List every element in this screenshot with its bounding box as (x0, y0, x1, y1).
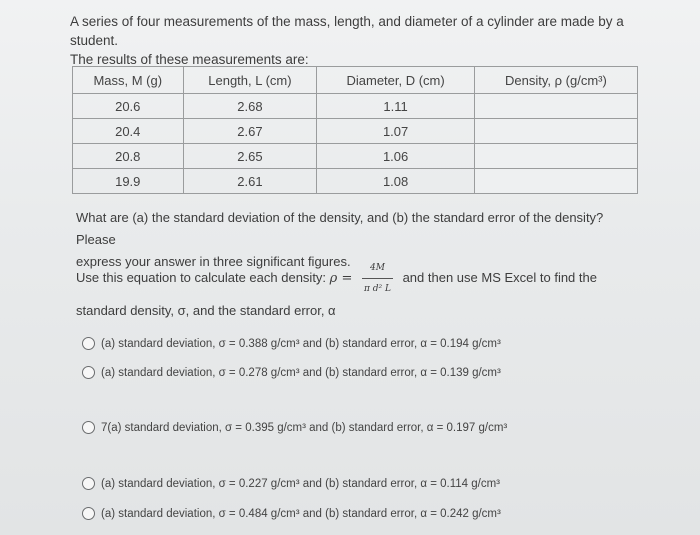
density-fraction (362, 258, 393, 299)
answer-option-5[interactable] (82, 507, 501, 520)
equation-line-2: standard density, σ, and the standard error, α (76, 303, 336, 318)
cell-density (474, 169, 637, 194)
fraction-denominator: π d² L (363, 284, 391, 294)
intro-line-1: A series of four measurements of the mass, length, and diameter of a cylinder are made by a student. (70, 14, 624, 48)
table-header-row (73, 67, 638, 94)
answer-option-2[interactable] (82, 366, 501, 379)
table-row (73, 144, 638, 169)
answer-option-1[interactable] (82, 337, 501, 350)
table-row (73, 169, 638, 194)
cell-density (474, 119, 637, 144)
header-density: Density, ρ (g/cm³) (474, 67, 637, 94)
equation-suffix: and then use MS Excel to find the (402, 269, 597, 285)
cell-density (474, 94, 637, 119)
header-diameter: Diameter, D (cm) (317, 67, 474, 94)
answer-option-4[interactable] (82, 477, 500, 490)
intro-text (70, 12, 670, 69)
cell-diameter: 1.07 (317, 119, 474, 144)
radio-button-icon[interactable] (82, 366, 95, 379)
answer-option-3[interactable] (82, 421, 507, 434)
radio-button-icon[interactable] (82, 507, 95, 520)
question-line-1: What are (a) the standard deviation of the density, and (b) the standard error of the density? Please (76, 210, 604, 247)
cell-mass: 19.9 (73, 169, 184, 194)
option-label: (a) standard deviation, σ = 0.388 g/cm³ and (b) standard error, α = 0.194 g/cm³ (101, 337, 501, 350)
option-label: 7(a) standard deviation, σ = 0.395 g/cm³ and (b) standard error, α = 0.197 g/cm³ (101, 421, 508, 434)
cell-diameter: 1.06 (317, 144, 474, 169)
option-label: (a) standard deviation, σ = 0.278 g/cm³ and (b) standard error, α = 0.139 g/cm³ (101, 366, 501, 379)
radio-button-icon[interactable] (82, 477, 95, 490)
cell-mass: 20.4 (73, 119, 184, 144)
cell-length: 2.67 (183, 119, 317, 144)
cell-mass: 20.6 (73, 94, 184, 119)
header-length: Length, L (cm) (183, 67, 317, 94)
intro-line-2: The results of these measurements are: (70, 52, 309, 67)
fraction-numerator: 4M (362, 258, 393, 279)
measurements-table (72, 66, 638, 194)
cell-density (474, 144, 637, 169)
cell-diameter: 1.08 (317, 169, 474, 194)
cell-diameter: 1.11 (317, 94, 474, 119)
table-row (73, 119, 638, 144)
cell-length: 2.61 (183, 169, 317, 194)
table-row (73, 94, 638, 119)
option-label: (a) standard deviation, σ = 0.227 g/cm³ and (b) standard error, α = 0.114 g/cm³ (101, 477, 500, 490)
cell-length: 2.65 (183, 144, 317, 169)
equation-text (76, 258, 666, 321)
radio-button-icon[interactable] (82, 421, 95, 434)
equation-prefix: Use this equation to calculate each density: (76, 269, 327, 285)
cell-mass: 20.8 (73, 144, 184, 169)
question-line-2: express your answer in three significant figures. (76, 254, 351, 269)
equation-lhs: ρ = (329, 270, 353, 286)
option-label: (a) standard deviation, σ = 0.484 g/cm³ and (b) standard error, α = 0.242 g/cm³ (101, 507, 501, 520)
cell-length: 2.68 (183, 94, 317, 119)
radio-button-icon[interactable] (82, 337, 95, 350)
header-mass: Mass, M (g) (73, 67, 184, 94)
equation-line-1 (76, 258, 666, 299)
